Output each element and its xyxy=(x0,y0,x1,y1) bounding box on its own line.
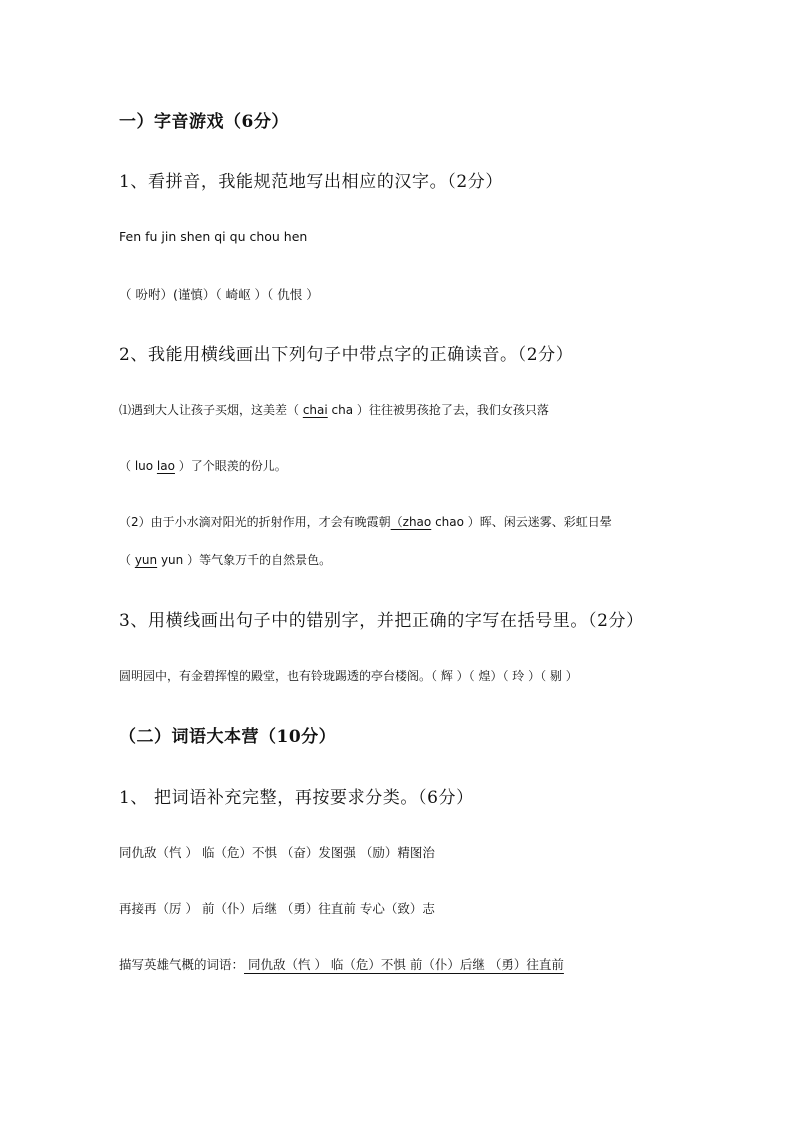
section2-question1-title: 1、 把词语补充完整，再按要求分类。（6分） xyxy=(119,788,474,808)
question1-title: 1、看拼音，我能规范地写出相应的汉字。（2分） xyxy=(119,172,503,192)
sentence1-text-start: ⑴遇到大人让孩子买烟，这美差（ xyxy=(119,403,303,417)
question3-title: 3、用横线画出句子中的错别字，并把正确的字写在括号里。（2分） xyxy=(119,611,644,631)
sentence1-line2 xyxy=(119,457,287,474)
heroic-idioms-label: 描写英雄气概的词语： xyxy=(119,957,245,972)
sentence1-text-end: cha ）往往被男孩抢了去，我们女孩只落 xyxy=(327,403,549,417)
section2-heading: （二）词语大本营（10分） xyxy=(119,727,337,747)
sentence1b-underlined-reading: lao xyxy=(156,459,175,473)
idiom-row-1: 同仇敌（忾 ） 临（危）不惧 （奋）发图强 （励）精图治 xyxy=(119,845,435,860)
section1-heading: 一）字音游戏（6分） xyxy=(119,112,289,132)
sentence2b-text-start: （ xyxy=(119,553,135,567)
sentence2b-underlined-reading: yun xyxy=(134,553,158,567)
sentence2-underlined-reading: （zhao xyxy=(390,515,432,529)
sentence2-line2 xyxy=(119,551,331,568)
typo-sentence: 圆明园中，有金碧挥惶的殿堂，也有铃珑踢透的亭台楼阁。（ 辉 ）（ 煌）（ 玲 ）（ 剔 ） xyxy=(119,669,578,683)
sentence1b-text-end: ）了个眼羡的份儿。 xyxy=(174,459,287,473)
heroic-idioms-line xyxy=(119,955,564,973)
answer-characters: （ 吩咐）(谨慎）（ 崎岖 ）（ 仇恨 ） xyxy=(119,287,319,302)
sentence1b-text-start: （ luo xyxy=(119,459,157,473)
sentence1-line1 xyxy=(119,401,549,418)
sentence2-line1 xyxy=(119,513,612,530)
sentence2b-text-end: yun ）等气象万千的自然景色。 xyxy=(157,553,332,567)
idiom-row-2: 再接再（厉 ） 前（仆）后继 （勇）往直前 专心（致）志 xyxy=(119,901,435,916)
sentence2-text-end: chao ）晖、闲云迷雾、彩虹日晕 xyxy=(431,515,612,529)
pinyin-line: Fen fu jin shen qi qu chou hen xyxy=(119,229,308,244)
sentence2-text-start: （2）由于小水滴对阳光的折射作用，才会有晚霞朝 xyxy=(119,515,391,529)
sentence1-underlined-reading: chai xyxy=(302,403,328,417)
question2-title: 2、我能用横线画出下列句子中带点字的正确读音。（2分） xyxy=(119,345,574,365)
heroic-idioms-answer: 同仇敌（忾 ） 临（危）不惧 前（仆）后继 （勇）往直前 xyxy=(244,957,564,972)
